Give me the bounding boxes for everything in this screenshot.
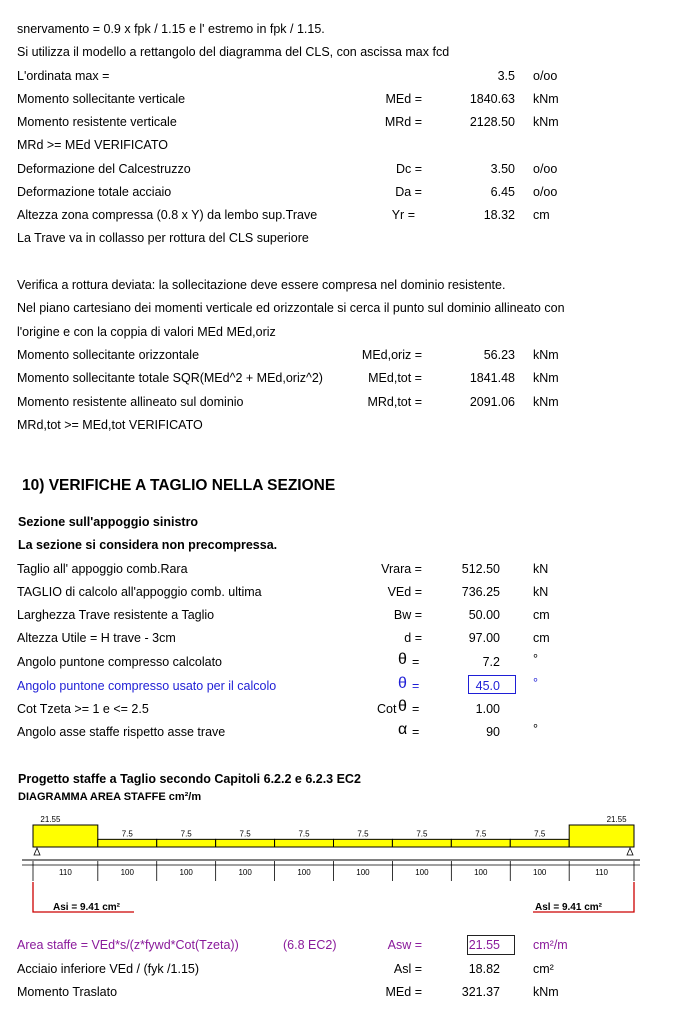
- row-unit: kNm: [533, 92, 559, 106]
- row-value: 3.50: [490, 162, 515, 176]
- row-unit: kNm: [533, 395, 559, 409]
- row-unit: cm: [533, 631, 550, 645]
- row-desc: Altezza Utile = H trave - 3cm: [17, 631, 176, 645]
- diagram-title: DIAGRAMMA AREA STAFFE cm²/m: [18, 791, 202, 803]
- deviata-line-1: Verifica a rottura deviata: la sollecitazione deve essere compresa nel dominio resistente.: [17, 278, 506, 292]
- row-value: 18.32: [483, 208, 515, 222]
- bar-value-label: 21.55: [40, 815, 61, 824]
- stirrup-area-bar: [33, 825, 98, 847]
- row-symbol: MRd,tot =: [367, 395, 422, 409]
- row-value: 18.82: [468, 962, 500, 976]
- row-desc: Acciaio inferiore VEd / (fyk /1.15): [17, 962, 200, 976]
- asl-label: Asl = 9.41 cm²: [535, 902, 602, 913]
- stirrup-area-bar: [392, 839, 451, 847]
- bar-value-label: 7.5: [416, 829, 428, 839]
- degree-unit: °: [533, 722, 538, 736]
- row-desc: Altezza zona compressa (0.8 x Y) da lembo sup.Trave: [17, 208, 318, 222]
- row-desc: Angolo puntone compresso usato per il calcolo: [17, 679, 277, 693]
- area-desc: Area staffe = VEd*s/(z*fywd*Cot(Tzeta)): [17, 938, 239, 952]
- intro-line-1: snervamento = 0.9 x fpk / 1.15 e l' estremo in fpk / 1.15.: [17, 22, 325, 36]
- span-label: 100: [415, 868, 429, 877]
- theta-symbol: θ: [398, 651, 407, 668]
- row-value: 97.00: [468, 631, 500, 645]
- row-desc: Larghezza Trave resistente a Taglio: [17, 608, 215, 622]
- row-unit: kNm: [533, 348, 559, 362]
- row-value: 321.37: [461, 985, 500, 999]
- collapse-line: La Trave va in collasso per rottura del CLS superiore: [17, 231, 309, 245]
- equals-sign: =: [412, 679, 420, 693]
- subheading: Sezione sull'appoggio sinistro: [18, 515, 199, 529]
- row-unit: cm: [533, 208, 550, 222]
- bar-value-label: 7.5: [298, 829, 310, 839]
- row-unit: kNm: [533, 115, 559, 129]
- stirrup-area-bar: [216, 839, 275, 847]
- row-unit: cm: [533, 608, 550, 622]
- bar-value-label: 7.5: [180, 829, 192, 839]
- alpha-symbol: α: [398, 721, 408, 738]
- support-icon: [627, 848, 633, 855]
- row-desc: Momento sollecitante orizzontale: [17, 348, 200, 362]
- subheading: Progetto staffe a Taglio secondo Capitoli 6.2.2 e 6.2.3 EC2: [18, 772, 361, 786]
- row-symbol: MEd,oriz =: [361, 348, 422, 362]
- degree-unit: °: [533, 652, 538, 666]
- row-unit: kNm: [533, 985, 559, 999]
- row-value: 90: [486, 725, 500, 739]
- area-ref: (6.8 EC2): [283, 938, 337, 952]
- bar-value-label: 7.5: [357, 829, 369, 839]
- section-title: 10) VERIFICHE A TAGLIO NELLA SEZIONE: [22, 477, 336, 494]
- span-label: 100: [238, 868, 252, 877]
- area-unit: cm²/m: [533, 938, 568, 952]
- verification-line: MRd,tot >= MEd,tot VERIFICATO: [17, 418, 203, 432]
- row-desc: Deformazione totale acciaio: [17, 185, 172, 199]
- row-symbol: VEd =: [387, 585, 422, 599]
- row-value: 736.25: [461, 585, 500, 599]
- row-desc: Angolo puntone compresso calcolato: [17, 655, 222, 669]
- row-desc: Momento sollecitante verticale: [17, 92, 186, 106]
- row-value: 1840.63: [469, 92, 515, 106]
- theta-symbol: θ: [398, 698, 407, 715]
- row-desc: Cot Tzeta >= 1 e <= 2.5: [17, 702, 149, 716]
- equals-sign: =: [412, 725, 420, 739]
- row-desc: L'ordinata max =: [17, 69, 110, 83]
- stirrup-area-bar: [569, 825, 634, 847]
- row-symbol: MEd,tot =: [368, 371, 422, 385]
- row-desc: Momento resistente verticale: [17, 115, 177, 129]
- row-unit: kN: [533, 562, 549, 576]
- row-unit: cm²: [533, 962, 554, 976]
- row-value: 512.50: [461, 562, 500, 576]
- theta-used-value[interactable]: 45.0: [475, 679, 500, 693]
- row-value: 2091.06: [469, 395, 515, 409]
- subheading: La sezione si considera non precompressa.: [18, 538, 278, 552]
- row-value: 2128.50: [469, 115, 515, 129]
- row-unit: kN: [533, 585, 549, 599]
- bar-value-label: 21.55: [606, 815, 627, 824]
- support-icon: [34, 848, 40, 855]
- stirrup-area-bar: [157, 839, 216, 847]
- span-label: 100: [120, 868, 134, 877]
- theta-symbol: θ: [398, 675, 407, 692]
- bar-value-label: 7.5: [534, 829, 546, 839]
- span-label: 100: [297, 868, 311, 877]
- stirrup-area-bar: [334, 839, 393, 847]
- stirrup-area-bar: [98, 839, 157, 847]
- span-label: 110: [595, 868, 608, 877]
- cot-symbol: Cot: [377, 702, 397, 716]
- asi-label: Asi = 9.41 cm²: [53, 902, 120, 913]
- row-symbol: MRd =: [384, 115, 422, 129]
- row-symbol: d =: [404, 631, 422, 645]
- stirrup-area-bar: [275, 839, 334, 847]
- bar-value-label: 7.5: [239, 829, 251, 839]
- row-desc: Momento resistente allineato sul dominio: [17, 395, 244, 409]
- verification-line: MRd >= MEd VERIFICATO: [17, 138, 168, 152]
- intro-line-2: Si utilizza il modello a rettangolo del diagramma del CLS, con ascissa max fcd: [17, 45, 450, 59]
- equals-sign: =: [412, 655, 420, 669]
- bar-value-label: 7.5: [121, 829, 133, 839]
- equals-sign: =: [412, 702, 420, 716]
- row-symbol: Da =: [395, 185, 422, 199]
- span-label: 110: [59, 868, 72, 877]
- row-value: 1.00: [475, 702, 500, 716]
- row-value: 56.23: [483, 348, 515, 362]
- span-label: 100: [356, 868, 370, 877]
- row-unit: o/oo: [533, 185, 558, 199]
- row-desc: Momento Traslato: [17, 985, 118, 999]
- row-symbol: Vrara =: [381, 562, 422, 576]
- row-value: 7.2: [482, 655, 500, 669]
- row-value: 3.5: [497, 69, 515, 83]
- row-unit: o/oo: [533, 162, 558, 176]
- row-value: 6.45: [490, 185, 515, 199]
- row-symbol: MEd =: [385, 985, 422, 999]
- row-value: 1841.48: [469, 371, 515, 385]
- row-symbol: MEd =: [385, 92, 422, 106]
- span-label: 100: [474, 868, 488, 877]
- asw-value[interactable]: 21.55: [468, 938, 500, 952]
- area-symbol: Asw =: [387, 938, 422, 952]
- row-symbol: Asl =: [393, 962, 422, 976]
- row-symbol: Yr =: [391, 208, 415, 222]
- deviata-line-3: l'origine e con la coppia di valori MEd MEd,oriz: [17, 325, 276, 339]
- span-label: 100: [533, 868, 547, 877]
- row-desc: Taglio all' appoggio comb.Rara: [17, 562, 188, 576]
- stirrup-area-bar: [510, 839, 569, 847]
- row-desc: Angolo asse staffe rispetto asse trave: [17, 725, 226, 739]
- row-unit: o/oo: [533, 69, 558, 83]
- row-symbol: Bw =: [393, 608, 422, 622]
- row-value: 50.00: [468, 608, 500, 622]
- span-label: 100: [179, 868, 193, 877]
- row-desc: TAGLIO di calcolo all'appoggio comb. ultima: [17, 585, 262, 599]
- row-desc: Deformazione del Calcestruzzo: [17, 162, 191, 176]
- row-desc: Momento sollecitante totale SQR(MEd^2 + MEd,oriz^2): [17, 371, 323, 385]
- bar-value-label: 7.5: [475, 829, 487, 839]
- row-symbol: Dc =: [395, 162, 422, 176]
- row-unit: kNm: [533, 371, 559, 385]
- stirrup-area-bar: [451, 839, 510, 847]
- degree-unit: °: [533, 676, 538, 690]
- deviata-line-2: Nel piano cartesiano dei momenti verticale ed orizzontale si cerca il punto sul dominio allineato con: [17, 301, 565, 315]
